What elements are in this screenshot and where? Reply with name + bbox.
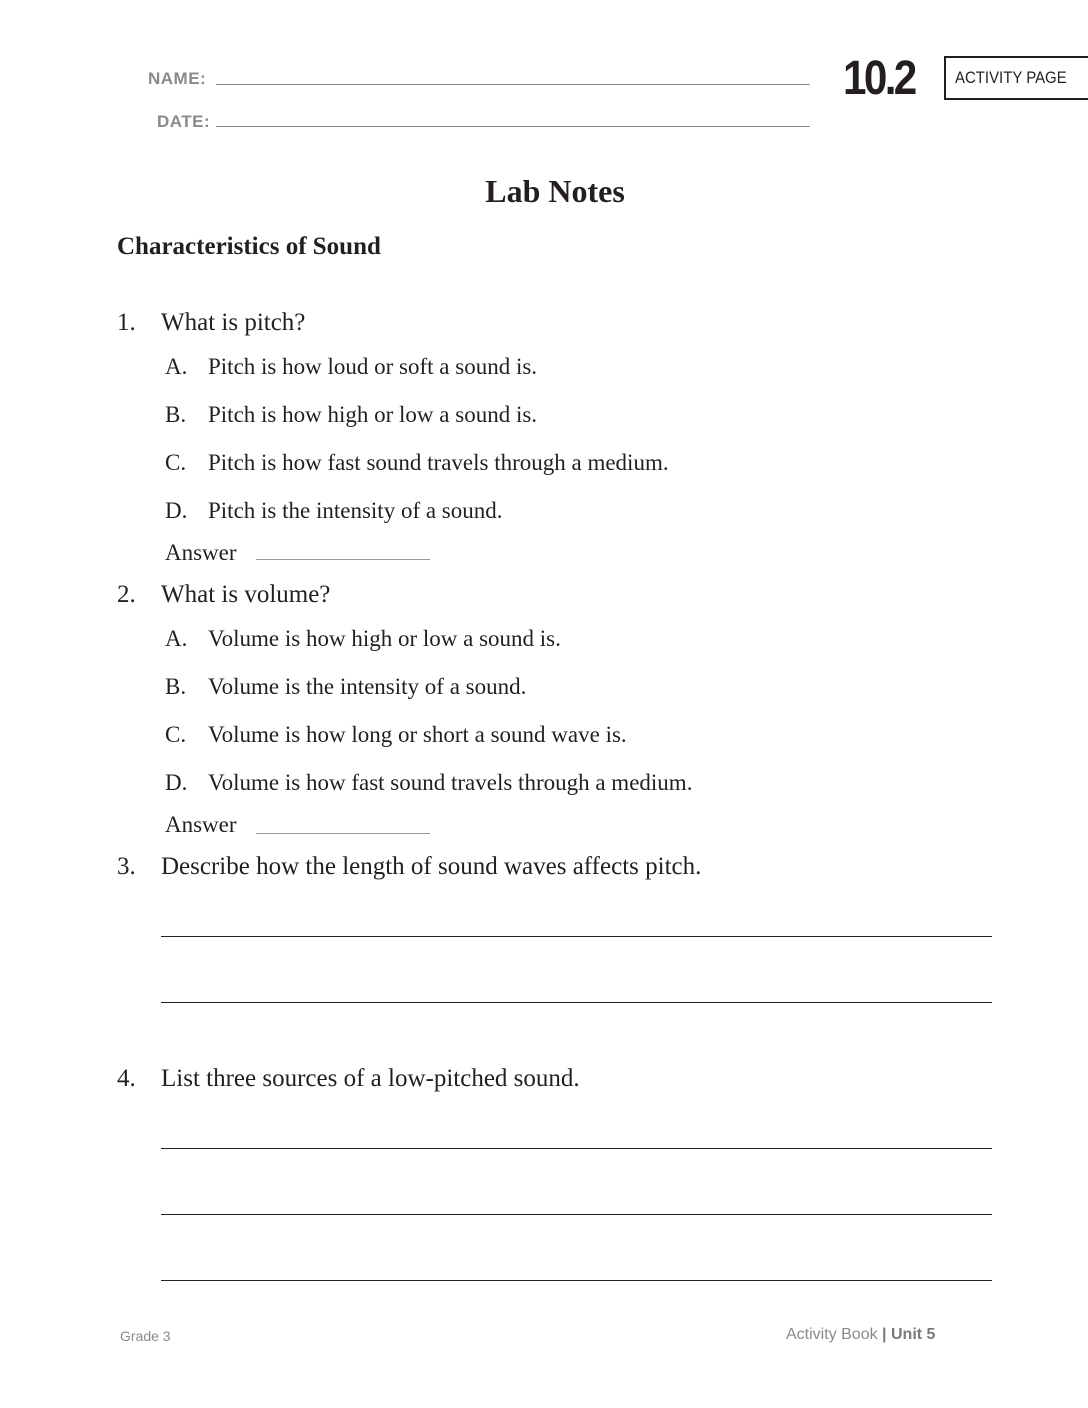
q1-option-c-text: Pitch is how fast sound travels through a medium. [208,450,669,475]
footer-unit: Unit 5 [890,1326,936,1343]
q2-option-b-letter: B. [165,674,187,699]
q1-option-d-letter: D. [165,498,188,523]
question-3-number: 3. [117,853,136,880]
date-label: DATE: [157,112,211,131]
footer-separator: | [882,1326,887,1343]
question-2-text: What is volume? [161,581,331,608]
page-number: 10.2 [843,52,915,105]
q1-option-a-letter: A. [165,354,188,379]
q2-option-d-letter: D. [165,770,188,795]
q1-option-b-text: Pitch is how high or low a sound is. [208,402,538,427]
page-title: Lab Notes [485,173,625,209]
q4-answer-line-3[interactable] [161,1280,992,1281]
name-label: NAME: [148,69,207,88]
q2-option-d-text: Volume is how fast sound travels through a medium. [208,770,693,795]
question-4-number: 4. [117,1065,136,1092]
section-heading: Characteristics of Sound [117,233,381,260]
q3-answer-line-1[interactable] [161,936,992,937]
q2-option-c-letter: C. [165,722,187,747]
q2-option-c-text: Volume is how long or short a sound wave is. [208,722,627,747]
q1-answer-field[interactable] [256,559,430,560]
footer-book: Activity Book [786,1326,878,1343]
q3-answer-line-2[interactable] [161,1002,992,1003]
question-4-text: List three sources of a low-pitched sound. [161,1065,580,1092]
q1-option-c-letter: C. [165,450,187,475]
question-1-text: What is pitch? [161,309,306,336]
footer-book-info [786,1326,935,1344]
q1-option-b-letter: B. [165,402,187,427]
question-1-number: 1. [117,309,136,336]
q2-option-b-text: Volume is the intensity of a sound. [208,674,527,699]
activity-page-label: ACTIVITY PAGE [955,68,1067,87]
question-3-text: Describe how the length of sound waves affects pitch. [161,853,702,880]
q4-answer-line-2[interactable] [161,1214,992,1215]
date-field[interactable] [216,126,810,127]
q1-option-a-text: Pitch is how loud or soft a sound is. [208,354,538,379]
q4-answer-line-1[interactable] [161,1148,992,1149]
q2-option-a-text: Volume is how high or low a sound is. [208,626,561,651]
footer-grade: Grade 3 [120,1328,171,1344]
question-2-number: 2. [117,581,136,608]
name-field[interactable] [216,84,810,85]
q2-answer-label: Answer [165,812,237,837]
q1-answer-label: Answer [165,540,237,565]
q2-answer-field[interactable] [256,833,430,834]
q1-option-d-text: Pitch is the intensity of a sound. [208,498,503,523]
q2-option-a-letter: A. [165,626,188,651]
